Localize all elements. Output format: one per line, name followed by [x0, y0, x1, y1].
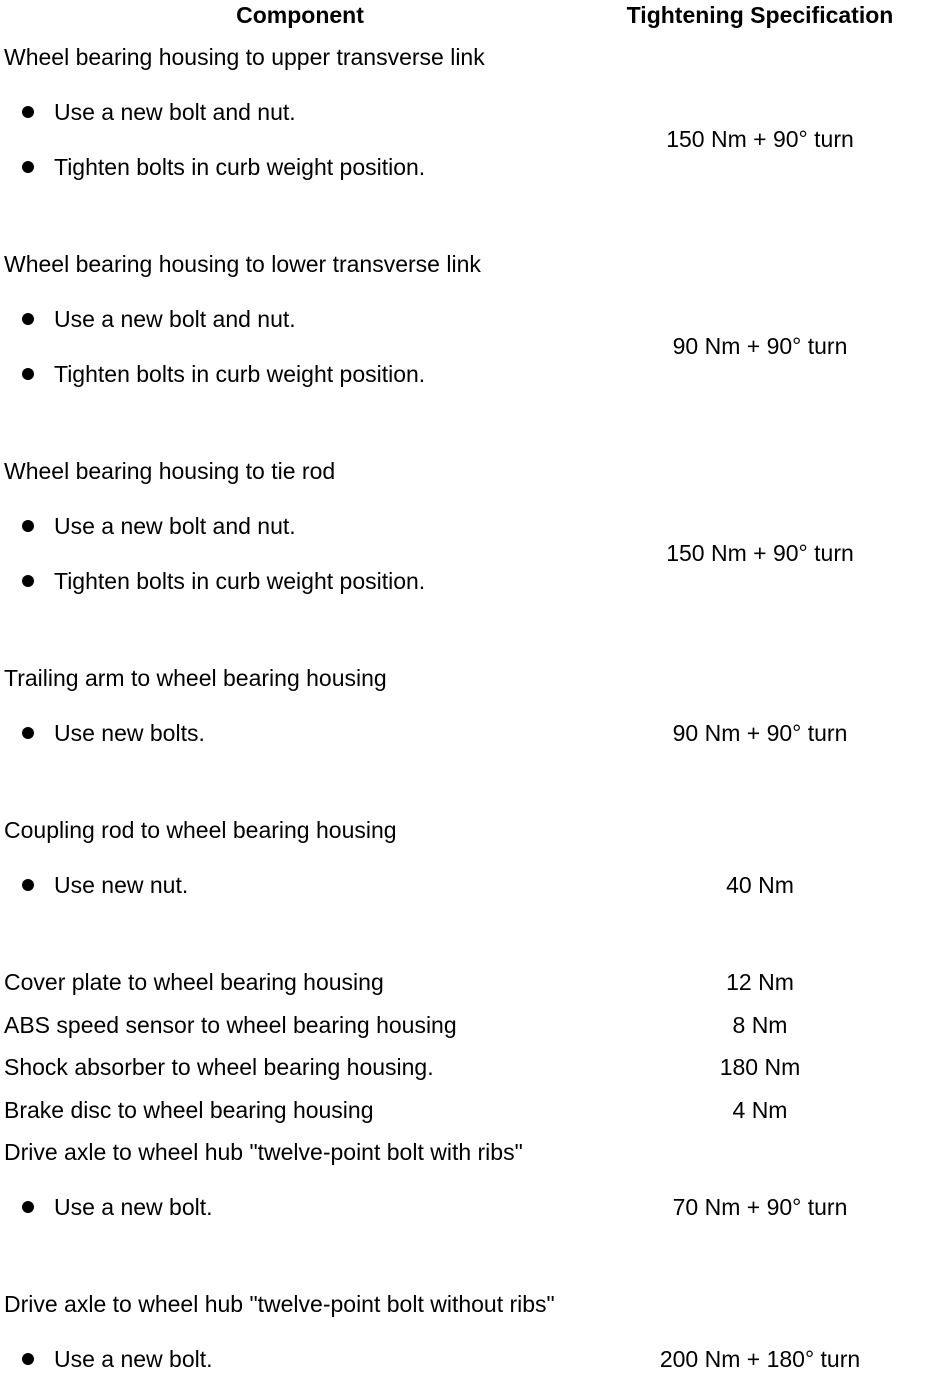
tightening-spec: 150 Nm + 90° turn: [666, 540, 854, 566]
note-text: Use new nut.: [54, 872, 189, 898]
component-label: Coupling rod to wheel bearing housing: [4, 817, 397, 843]
note-text: Use a new bolt and nut.: [54, 306, 296, 332]
note-text: Use new bolts.: [54, 720, 205, 746]
bullet-icon: [22, 879, 34, 891]
tightening-spec: 12 Nm: [726, 969, 794, 995]
note-text: Use a new bolt and nut.: [54, 513, 296, 539]
tightening-spec: 150 Nm + 90° turn: [666, 126, 854, 152]
bullet-icon: [22, 1353, 34, 1365]
bullet-icon: [22, 575, 34, 587]
bullet-icon: [22, 520, 34, 532]
tightening-spec: 70 Nm + 90° turn: [672, 1194, 848, 1220]
component-label: Trailing arm to wheel bearing housing: [4, 665, 387, 691]
bullet-icon: [22, 313, 34, 325]
note-text: Use a new bolt.: [54, 1194, 213, 1220]
bullet-icon: [22, 106, 34, 118]
tightening-spec: 90 Nm + 90° turn: [672, 720, 848, 746]
note-text: Tighten bolts in curb weight position.: [54, 568, 426, 594]
note-text: Tighten bolts in curb weight position.: [54, 154, 426, 180]
component-label: Shock absorber to wheel bearing housing.: [4, 1054, 434, 1080]
tightening-spec: 90 Nm + 90° turn: [672, 333, 848, 359]
component-label: Drive axle to wheel hub "twelve-point bolt without ribs": [4, 1291, 555, 1317]
component-label: Wheel bearing housing to upper transverse link: [4, 44, 485, 70]
bullet-icon: [22, 368, 34, 380]
header-component: Component: [236, 2, 364, 28]
note-text: Use a new bolt.: [54, 1346, 213, 1372]
tightening-spec: 8 Nm: [732, 1012, 788, 1038]
component-label: Drive axle to wheel hub "twelve-point bolt with ribs": [4, 1139, 523, 1165]
tightening-spec: 200 Nm + 180° turn: [659, 1346, 861, 1372]
note-text: Tighten bolts in curb weight position.: [54, 361, 426, 387]
component-label: Wheel bearing housing to lower transverse link: [4, 251, 481, 277]
bullet-icon: [22, 1201, 34, 1213]
tightening-spec: 4 Nm: [732, 1097, 788, 1123]
header-tightening-specification: Tightening Specification: [626, 2, 894, 28]
tightening-spec: 180 Nm: [719, 1054, 801, 1080]
note-text: Use a new bolt and nut.: [54, 99, 296, 125]
component-label: ABS speed sensor to wheel bearing housing: [4, 1012, 457, 1038]
component-label: Wheel bearing housing to tie rod: [4, 458, 336, 484]
bullet-icon: [22, 727, 34, 739]
component-label: Brake disc to wheel bearing housing: [4, 1097, 374, 1123]
component-label: Cover plate to wheel bearing housing: [4, 969, 384, 995]
bullet-icon: [22, 161, 34, 173]
tightening-spec: 40 Nm: [726, 872, 794, 898]
